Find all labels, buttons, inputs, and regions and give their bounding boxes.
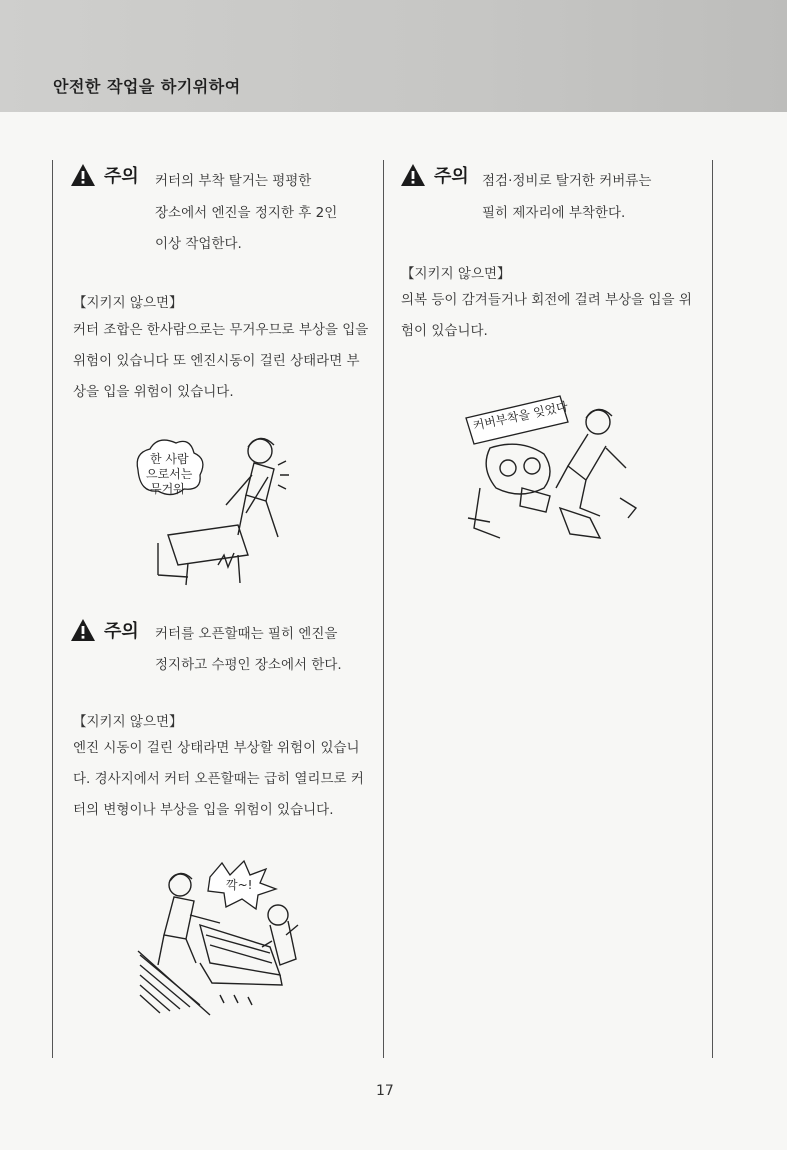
warning-triangle-icon (70, 163, 96, 187)
bubble-line: 으로서는 (146, 467, 193, 481)
warning-triangle-icon (400, 163, 426, 187)
caution-heading-2 (70, 617, 139, 643)
if-not-heading: 【지키지 않으면】 (73, 295, 183, 311)
page-number: 17 (376, 1083, 394, 1099)
center-divider (383, 160, 384, 1058)
page-title: 안전한 작업을 하기위하여 (53, 77, 241, 96)
if-not-heading: 【지키지 않으면】 (73, 714, 183, 730)
caution-text-line: 점검·정비로 탈거한 커버류는 (482, 173, 652, 189)
caution-label: 주의 (104, 621, 139, 642)
if-not-heading: 【지키지 않으면】 (401, 266, 511, 282)
caution-label: 주의 (434, 166, 469, 187)
consequence-text: 엔진 시동이 걸린 상태라면 부상할 위험이 있습니다. 경사지에서 커터 오픈할때는 급히 열리므로 커터의 변형이나 부상을 입을 위험이 있습니다. (73, 740, 364, 818)
caution-heading-3 (400, 162, 469, 188)
illustration-heavy-cutter (128, 425, 308, 590)
consequence-text: 의복 등이 감겨들거나 회전에 걸려 부상을 입을 위험이 있습니다. (401, 292, 692, 339)
illustration-cutter-opening (130, 855, 315, 1020)
caution-text-line: 커터를 오픈할때는 필히 엔진을 (155, 626, 338, 642)
right-column-border (712, 160, 713, 1058)
illustration-clothing-caught (460, 388, 645, 558)
caution-text-line: 장소에서 엔진을 정지한 후 2인 (155, 205, 338, 221)
bubble-text: 깍~! (226, 878, 253, 892)
caution-text-line: 이상 작업한다. (155, 236, 242, 252)
left-column-border (52, 160, 53, 1058)
bubble-line: 한 사람 (150, 452, 189, 466)
consequence-text: 커터 조합은 한사람으로는 무거우므로 부상을 입을 위험이 있습니다 또 엔진시동이 걸린 상태라면 부상을 입을 위험이 있습니다. (73, 322, 369, 400)
caution-label: 주의 (104, 166, 139, 187)
header-band (0, 0, 787, 112)
warning-triangle-icon (70, 618, 96, 642)
caution-text-line: 커터의 부착 탈거는 평평한 (155, 173, 312, 189)
caution-heading-1 (70, 162, 139, 188)
bubble-text: 커버부착을 잊었다 (471, 399, 570, 433)
bubble-line: 무거워 (150, 482, 185, 496)
caution-text-line: 정지하고 수평인 장소에서 한다. (155, 657, 342, 673)
caution-text-line: 필히 제자리에 부착한다. (482, 205, 626, 221)
